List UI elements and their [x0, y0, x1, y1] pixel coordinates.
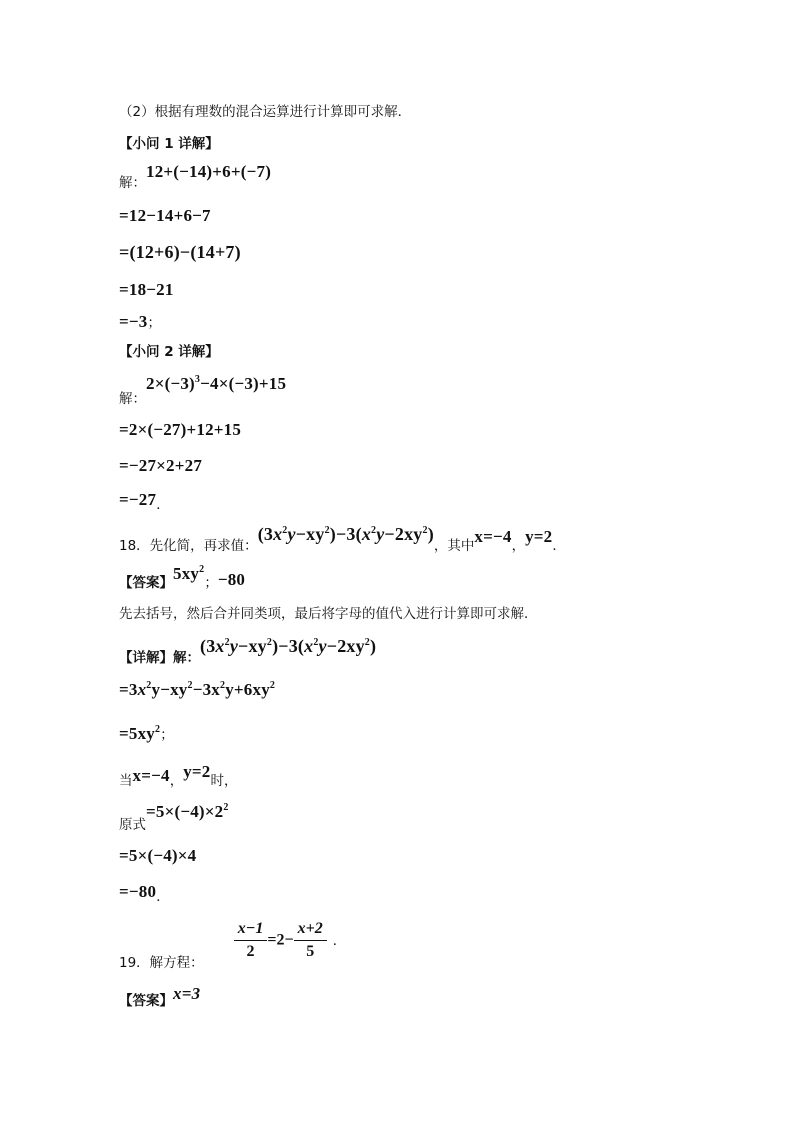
- p18-expr-a: (3: [257, 524, 274, 544]
- p18-answer-expr: [173, 564, 204, 583]
- p19-answer-label: 【答案】: [119, 993, 173, 1009]
- p18-expr-sup2: 2: [324, 525, 330, 536]
- p18-method: [119, 604, 538, 624]
- p18-detail-label: 【详解】解：: [119, 650, 200, 666]
- p19-end: ．: [332, 932, 347, 949]
- p19-mid: =2−: [267, 931, 294, 949]
- q2-step-0: [119, 374, 287, 407]
- p18-d1-c: y−xy: [151, 680, 188, 699]
- p18-detail-b: )−3(: [272, 636, 305, 656]
- p18-d1-s3: 2: [220, 680, 226, 691]
- p18-d2-val: =5xy: [119, 724, 155, 743]
- p19-num2: x+2: [294, 920, 327, 941]
- p19-den2: 5: [306, 943, 315, 960]
- p18-detail-y1: y: [229, 636, 239, 656]
- p18-detail-y2: y: [318, 636, 327, 656]
- q2-expr-0-exp: 3: [194, 374, 201, 385]
- q2-jie: 解：: [119, 391, 146, 407]
- p18-eval-2-val: =−80: [119, 882, 157, 901]
- p18-expr-sup1: 2: [282, 525, 288, 536]
- p19-answer: [119, 986, 200, 1007]
- p18-d1-b: x: [137, 680, 147, 699]
- p19-statement: [119, 920, 347, 971]
- q1-expr-3: =18−21: [119, 280, 174, 299]
- p18-orig-sup: 2: [223, 802, 229, 813]
- p18-d1-e: y+6xy: [225, 680, 270, 699]
- p18-orig: [119, 802, 229, 833]
- p18-sep: ，: [511, 538, 526, 554]
- p18-orig-val: =5×(−4)×2: [146, 802, 224, 821]
- p18-xval: x=−4: [474, 527, 512, 546]
- p18-when-sep: ，: [169, 773, 184, 789]
- q2-expr-0-b: −4×(−3)+15: [200, 374, 287, 393]
- p18-when-text: 当: [119, 773, 133, 789]
- q2-tail: ．: [156, 497, 170, 513]
- p18-detail-sup1: 2: [224, 637, 230, 648]
- q2-step-3: [119, 490, 170, 511]
- p18-expr: [258, 524, 434, 544]
- p18-orig-expr: [146, 802, 229, 821]
- p18-number: 18．先化简，再求值：: [119, 538, 258, 554]
- p18-answer-num: −80: [217, 570, 246, 589]
- q1-step-1: =12−14+6−7: [119, 206, 211, 225]
- p18-eval-1: =5×(−4)×4: [119, 846, 197, 865]
- p18-expr-d: ): [427, 524, 434, 544]
- p18-orig-label: 原式: [119, 817, 146, 833]
- p18-expr-y2: y: [376, 524, 385, 544]
- p18-detail-a: (3: [200, 636, 216, 656]
- p18-expr-minus-xy: −xy: [295, 524, 325, 544]
- p18-answer-val: 5xy: [173, 564, 200, 583]
- q2-expr-3: =−27: [119, 490, 157, 509]
- q1-header: [119, 134, 219, 154]
- p18-expr-sup4: 2: [422, 525, 428, 536]
- q2-expr-0: [146, 374, 286, 393]
- p18-method-text: 先去括号，然后合并同类项，最后将字母的值代入进行计算即可求解．: [119, 606, 538, 622]
- p18-when-tail: 时，: [210, 773, 238, 789]
- p18-yval: y=2: [525, 527, 553, 546]
- q1-step-3: [119, 280, 174, 301]
- q2-step-2: =−27×2+27: [119, 456, 203, 475]
- p18-expr-x1: x: [273, 524, 283, 544]
- p18-detail-expr: [200, 636, 376, 656]
- p18-detail-sup2: 2: [266, 637, 273, 648]
- p18-answer: [119, 564, 246, 591]
- p18-answer-sep: ；: [204, 575, 218, 591]
- p18-detail-2: [119, 724, 174, 745]
- p18-answer-sup: 2: [199, 564, 205, 575]
- p18-expr-b: )−3(: [329, 524, 362, 544]
- p18-detail-c: −2xy: [326, 636, 365, 656]
- p19-frac-2: [294, 920, 327, 961]
- p18-where: ，其中: [433, 538, 475, 554]
- p18-d1-s1: 2: [146, 680, 152, 691]
- p18-detail-sup3: 2: [313, 637, 319, 648]
- p19-num1: x−1: [234, 920, 268, 941]
- p18-expr-y1: y: [287, 524, 296, 544]
- q2-header-text: 【小问 2 详解】: [119, 344, 219, 360]
- p18-eval-2: [119, 882, 170, 903]
- q2-header: [119, 342, 219, 362]
- p18-d1-d: −3x: [192, 680, 220, 699]
- p18-d2-expr: [119, 724, 160, 743]
- hint-text: （2）根据有理数的混合运算进行计算即可求解．: [119, 104, 412, 120]
- p19-answer-val: x=3: [173, 984, 201, 1003]
- q1-jie: 解：: [119, 175, 146, 191]
- p18-expr-c: −2xy: [384, 524, 423, 544]
- p18-when: [119, 762, 238, 789]
- p19-number: 19．解方程：: [119, 954, 204, 971]
- q1-expr-0: 12+(−14)+6+(−7): [146, 162, 272, 181]
- q1-step-0: [119, 162, 272, 191]
- p18-detail-0: [119, 636, 377, 666]
- p18-d1-s4: 2: [269, 680, 276, 691]
- p18-detail-x2: x: [304, 636, 314, 656]
- p18-d2-tail: ；: [160, 727, 174, 743]
- q1-header-text: 【小问 1 详解】: [119, 136, 219, 152]
- p18-expr-sup3: 2: [371, 525, 377, 536]
- p18-eval-2-tail: ．: [156, 889, 170, 905]
- q1-step-2: =(12+6)−(14+7): [119, 242, 241, 262]
- p18-d1-s2: 2: [187, 680, 193, 691]
- hint-line: [119, 102, 411, 122]
- q1-expr-4: =−3: [119, 312, 148, 331]
- p18-detail-sup4: 2: [364, 637, 370, 648]
- p18-d1-a: =3: [119, 680, 138, 699]
- p18-when-y: y=2: [183, 762, 211, 781]
- q2-step-1: =2×(−27)+12+15: [119, 420, 242, 439]
- q1-step-4: [119, 312, 161, 333]
- p19-frac-1: [234, 920, 268, 961]
- p19-den1: 2: [246, 943, 255, 960]
- p18-statement: [119, 524, 566, 554]
- p18-answer-label: 【答案】: [119, 575, 173, 591]
- p18-when-x: x=−4: [132, 766, 170, 785]
- p18-detail-d: ): [370, 636, 377, 656]
- p18-d2-sup: 2: [155, 724, 161, 735]
- p18-detail-x1: x: [215, 636, 225, 656]
- p18-expr-x2: x: [361, 524, 372, 544]
- q2-expr-0-a: 2×(−3): [146, 374, 195, 393]
- p18-detail-minus-xy: −xy: [238, 636, 267, 656]
- p18-end: ．: [552, 538, 566, 554]
- p18-detail-1: [119, 680, 275, 700]
- q1-tail: ；: [147, 315, 161, 331]
